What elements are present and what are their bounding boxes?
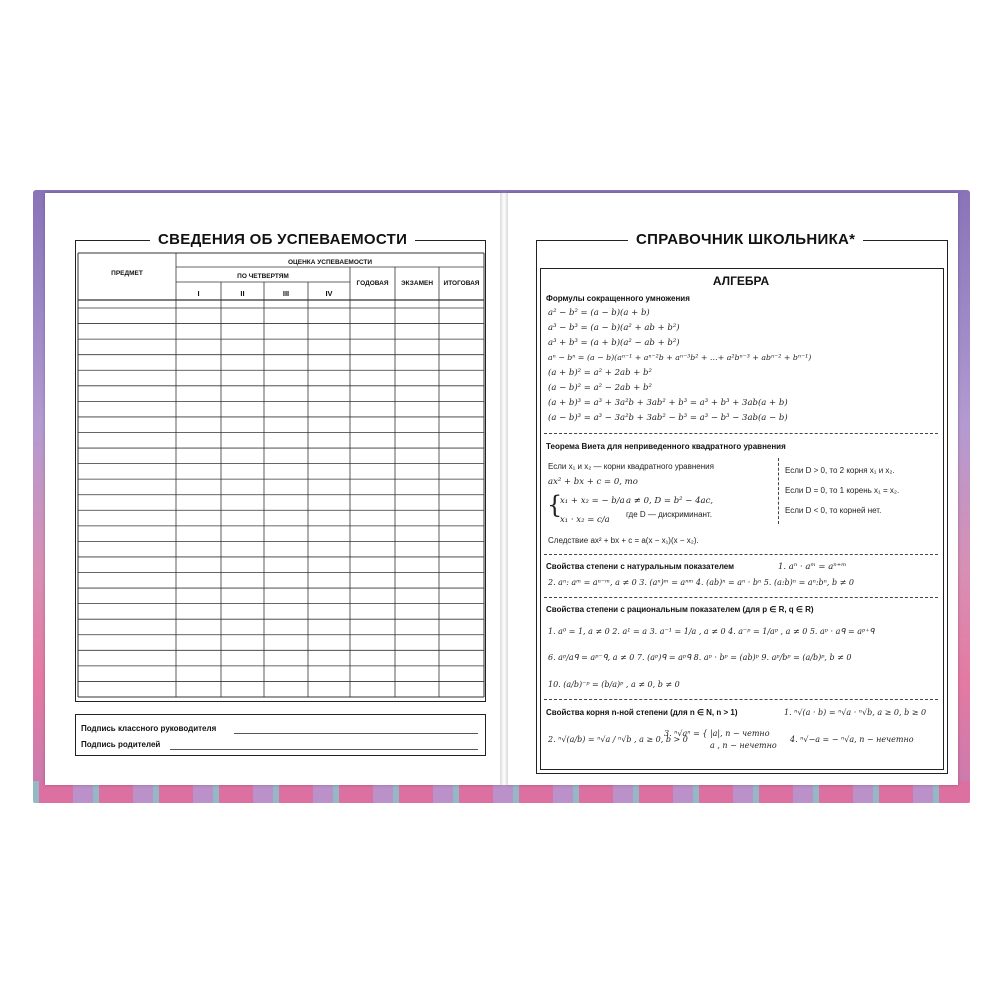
quarter-3-header: III bbox=[282, 289, 290, 298]
vieta-right-1: Если D > 0, то 2 корня x₁ и x₂. bbox=[785, 466, 895, 475]
vieta-line-1: Если x₁ и x₂ — корни квадратного уравнения bbox=[548, 462, 714, 471]
teacher-signature-label: Подпись классного руководителя bbox=[81, 724, 217, 733]
vieta-condition-2: где D — дискриминант. bbox=[626, 510, 712, 519]
natural-powers-2-5: 2. aⁿ: aᵐ = aⁿ⁻ᵐ, a ≠ 0 3. (aⁿ)ᵐ = aⁿᵐ 4. (ab)ⁿ = aⁿ · bⁿ 5. (a:b)ⁿ = aⁿ:bⁿ, b ≠ 0 bbox=[548, 578, 854, 587]
divider-3 bbox=[544, 597, 938, 598]
divider-1 bbox=[544, 433, 938, 434]
vieta-heading: Теорема Виета для неприведенного квадратного уравнения bbox=[546, 442, 786, 451]
quarters-header: ПО ЧЕТВЕРТЯМ bbox=[237, 273, 289, 280]
root-property-2: 2. ⁿ√(a/b) = ⁿ√a / ⁿ√b , a ≥ 0, b > 0 bbox=[548, 735, 688, 744]
vieta-right-2: Если D = 0, то 1 корень x₁ = x₂. bbox=[785, 486, 900, 495]
vieta-right-3: Если D < 0, то корней нет. bbox=[785, 506, 882, 515]
abbreviated-formulas-heading: Формулы сокращенного умножения bbox=[546, 294, 690, 303]
formula-1: a² − b² = (a − b)(a + b) bbox=[548, 308, 650, 318]
rational-powers-row-3: 10. (a/b)⁻ᵖ = (b/a)ᵖ , a ≠ 0, b ≠ 0 bbox=[548, 680, 680, 689]
quarter-4-header: IV bbox=[325, 289, 333, 298]
grade-header: ОЦЕНКА УСПЕВАЕМОСТИ bbox=[287, 259, 373, 266]
formula-7: (a + b)³ = a³ + 3a²b + 3ab² + b³ = a³ + b³ + 3ab(a + b) bbox=[548, 398, 788, 408]
roots-heading: Свойства корня n-ной степени (для n ∈ N, n > 1) bbox=[546, 708, 738, 717]
root-property-4: 4. ⁿ√−a = − ⁿ√a, n − нечетно bbox=[790, 735, 914, 744]
vieta-brace: { bbox=[547, 491, 563, 519]
teacher-signature-line[interactable] bbox=[234, 733, 478, 734]
left-page-title: СВЕДЕНИЯ ОБ УСПЕВАЕМОСТИ bbox=[150, 231, 415, 248]
rational-powers-row-2: 6. aᵖ/aᑫ = aᵖ⁻ᑫ, a ≠ 0 7. (aᵖ)ᑫ = aᵖᑫ 8. aᵖ · bᵖ = (ab)ᵖ 9. aᵖ/bᵖ = (a/b)ᵖ, b ≠ 0 bbox=[548, 653, 852, 662]
quarter-1-header: I bbox=[197, 289, 200, 298]
root-property-1: 1. ⁿ√(a · b) = ⁿ√a · ⁿ√b, a ≥ 0, b ≥ 0 bbox=[784, 708, 927, 717]
vieta-system-1: x₁ + x₂ = − b/a bbox=[560, 496, 625, 506]
subject-header: ПРЕДМЕТ bbox=[111, 270, 143, 277]
rational-powers-heading: Свойства степени с рациональным показателем (для p ∈ R, q ∈ R) bbox=[546, 605, 814, 614]
natural-power-1: 1. aⁿ · aᵐ = aⁿ⁺ᵐ bbox=[778, 562, 847, 572]
grades-table-frame bbox=[75, 240, 486, 702]
vieta-system-2: x₁ · x₂ = c/a bbox=[560, 515, 610, 525]
formula-3: a³ + b³ = (a + b)(a² − ab + b²) bbox=[548, 338, 680, 348]
exam-header: ЭКЗАМЕН bbox=[400, 280, 434, 287]
right-page-title: СПРАВОЧНИК ШКОЛЬНИКА* bbox=[628, 231, 863, 248]
parents-signature-line[interactable] bbox=[170, 749, 478, 750]
root-property-3b: a , n − нечетно bbox=[710, 741, 777, 750]
parents-signature-label: Подпись родителей bbox=[81, 740, 161, 749]
formula-6: (a − b)² = a² − 2ab + b² bbox=[548, 383, 652, 393]
quarter-2-header: II bbox=[240, 289, 245, 298]
final-header: ИТОГОВАЯ bbox=[443, 280, 480, 287]
formula-4: aⁿ − bⁿ = (a − b)(aⁿ⁻¹ + aⁿ⁻²b + aⁿ⁻³b² + …+ a²bⁿ⁻³ + abⁿ⁻² + bⁿ⁻¹) bbox=[548, 353, 812, 362]
divider-2 bbox=[544, 554, 938, 555]
formula-2: a³ − b³ = (a − b)(a² + ab + b²) bbox=[548, 323, 680, 333]
algebra-title: АЛГЕБРА bbox=[712, 274, 770, 288]
annual-header: ГОДОВАЯ bbox=[356, 280, 389, 287]
notebook-spine bbox=[500, 193, 508, 785]
vieta-condition-1: a ≠ 0, D = b² − 4ac, bbox=[626, 496, 714, 506]
rational-powers-row-1: 1. a⁰ = 1, a ≠ 0 2. a¹ = a 3. a⁻¹ = 1/a , a ≠ 0 4. a⁻ᵖ = 1/aᵖ , a ≠ 0 5. aᵖ · aᑫ = aᵖ⁺ᑫ bbox=[548, 627, 875, 636]
vieta-vertical-divider bbox=[778, 458, 779, 524]
vieta-corollary: Следствие ax² + bx + c = a(x − x₁)(x − x₂). bbox=[548, 536, 699, 545]
formula-5: (a + b)² = a² + 2ab + b² bbox=[548, 368, 652, 378]
divider-4 bbox=[544, 699, 938, 700]
root-property-3a: 3. ⁿ√aⁿ = { |a|, n − четно bbox=[664, 729, 770, 738]
formula-8: (a − b)³ = a³ − 3a²b + 3ab² − b³ = a³ − b³ − 3ab(a − b) bbox=[548, 413, 788, 423]
vieta-line-2: ax² + bx + c = 0, то bbox=[548, 477, 638, 487]
natural-powers-heading: Свойства степени с натуральным показателем bbox=[546, 562, 735, 571]
